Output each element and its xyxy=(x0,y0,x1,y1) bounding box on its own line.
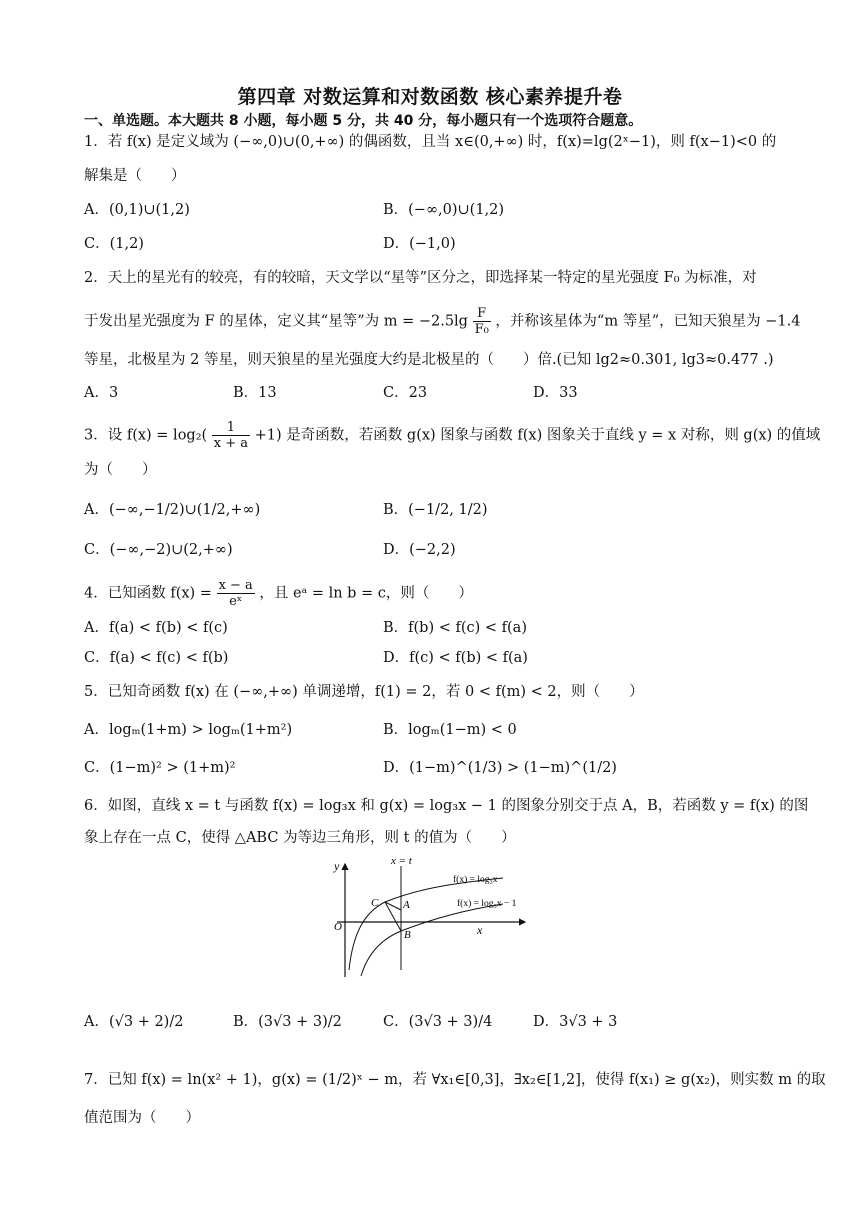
question-1-text-cont: 解集是（ ） xyxy=(84,168,186,184)
point-a-label: A xyxy=(403,899,410,911)
question-6-text-cont: 象上存在一点 C，使得 △ABC 为等边三角形，则 t 的值为（ ） xyxy=(84,830,516,846)
question-2-text-end: 等星，北极星为 2 等星，则天狼星的星光强度大约是北极星的（ ）倍.(已知 lg2≈0.301, lg3≈0.477 .) xyxy=(84,352,774,368)
question-5-option-c: C．(1−m)² > (1+m)² xyxy=(84,760,236,776)
curve-2-label: f(x) = log₃x − 1 xyxy=(457,899,517,909)
curve-log3x-minus-1 xyxy=(361,904,503,976)
point-b-label: B xyxy=(404,929,411,941)
question-3-part-a: 3．设 f(x) = log₂( xyxy=(84,427,208,444)
question-3-text-cont: 为（ ） xyxy=(84,462,157,478)
question-1-option-a: A．(0,1)∪(1,2) xyxy=(84,202,190,218)
question-5-option-d: D．(1−m)^(1/3) > (1−m)^(1/2) xyxy=(383,760,617,776)
section-heading: 一、单选题。本大题共 8 小题，每小题 5 分，共 40 分，每小题只有一个选项符合题意。 xyxy=(84,113,643,129)
question-6-option-b: B．(3√3 + 3)/2 xyxy=(233,1014,342,1030)
question-5-text: 5．已知奇函数 f(x) 在 (−∞,+∞) 单调递增，f(1) = 2，若 0 < f(m) < 2，则（ ） xyxy=(84,684,644,700)
question-6-text: 6．如图，直线 x = t 与函数 f(x) = log₃x 和 g(x) = log₃x − 1 的图象分别交于点 A，B，若函数 y = f(x) 的图 xyxy=(84,798,809,814)
point-c-label: C xyxy=(371,897,379,909)
fraction-numerator: 1 xyxy=(212,420,250,436)
question-6-option-a: A．(√3 + 2)/2 xyxy=(84,1014,184,1030)
question-3-option-d: D．(−2,2) xyxy=(383,542,456,558)
fraction-denominator: F₀ xyxy=(474,322,489,337)
question-2-text: 2．天上的星光有的较亮，有的较暗，天文学以“星等”区分之，即选择某一特定的星光强度 F₀ 为标准，对 xyxy=(84,270,757,286)
question-5-option-a: A．logₘ(1+m) > logₘ(1+m²) xyxy=(84,722,293,738)
question-3-fraction xyxy=(212,420,250,451)
question-3-option-a: A．(−∞,−1/2)∪(1/2,+∞) xyxy=(84,502,261,518)
origin-label: O xyxy=(334,921,342,933)
question-4-fraction xyxy=(217,578,255,609)
question-1-text: 1．若 f(x) 是定义域为 (−∞,0)∪(0,+∞) 的偶函数，且当 x∈(0,+∞) 时，f(x)=lg(2ˣ−1)，则 f(x−1)<0 的 xyxy=(84,134,777,150)
question-2-option-d: D．33 xyxy=(533,385,578,401)
question-4-option-c: C．f(a) < f(c) < f(b) xyxy=(84,650,229,666)
vertical-line-label: x = t xyxy=(391,855,412,867)
question-6-figure xyxy=(325,852,535,980)
question-1-option-d: D．(−1,0) xyxy=(383,236,456,252)
question-5-option-b: B．logₘ(1−m) < 0 xyxy=(383,722,517,738)
fraction-numerator: x − a xyxy=(218,578,253,593)
question-7-text: 7．已知 f(x) = ln(x² + 1)，g(x) = (1/2)ˣ − m，若 ∀x₁∈[0,3]，∃x₂∈[1,2]，使得 f(x₁) ≥ g(x₂)，则实数 m 的取 xyxy=(84,1072,826,1088)
question-3-option-b: B．(−1/2, 1/2) xyxy=(383,502,488,518)
page-title: 第四章 对数运算和对数函数 核心素养提升卷 xyxy=(237,86,623,108)
fraction-denominator: x + a xyxy=(213,436,249,451)
question-2-part-b: ，并称该星体为“m 等星”，已知天狼星为 −1.4 xyxy=(495,313,801,330)
question-1-option-c: C．(1,2) xyxy=(84,236,144,252)
question-3-option-c: C．(−∞,−2)∪(2,+∞) xyxy=(84,542,233,558)
y-axis-label: y xyxy=(334,859,340,873)
x-axis-label: x xyxy=(477,923,483,937)
question-6-option-c: C．(3√3 + 3)/4 xyxy=(383,1014,493,1030)
question-4-part-a: 4．已知函数 f(x) = xyxy=(84,585,212,602)
question-2-option-b: B．13 xyxy=(233,385,277,401)
question-4-option-b: B．f(b) < f(c) < f(a) xyxy=(383,620,527,636)
question-7-text-cont: 值范围为（ ） xyxy=(84,1110,200,1126)
question-1-option-b: B．(−∞,0)∪(1,2) xyxy=(383,202,505,218)
question-4-text xyxy=(84,578,473,609)
curve-1-label: f(x) = log₃x xyxy=(453,875,498,885)
question-4-option-a: A．f(a) < f(b) < f(c) xyxy=(84,620,228,636)
question-4-option-d: D．f(c) < f(b) < f(a) xyxy=(383,650,528,666)
fraction-numerator: F xyxy=(473,306,491,322)
question-3-part-b: +1) 是奇函数，若函数 g(x) 图象与函数 f(x) 图象关于直线 y = x 对称，则 g(x) 的值域 xyxy=(254,427,821,444)
question-2-option-c: C．23 xyxy=(383,385,428,401)
question-2-option-a: A．3 xyxy=(84,385,119,401)
question-2-fraction xyxy=(473,306,491,337)
question-2-part-a: 于发出星光强度为 F 的星体，定义其“星等”为 m = −2.5lg xyxy=(84,313,468,330)
question-4-part-b: ，且 eᵃ = ln b = c，则（ ） xyxy=(259,585,473,602)
question-2-text-cont xyxy=(84,306,800,337)
question-3-text xyxy=(84,420,820,451)
fraction-denominator: eˣ xyxy=(229,594,243,609)
question-6-option-d: D．3√3 + 3 xyxy=(533,1014,618,1030)
